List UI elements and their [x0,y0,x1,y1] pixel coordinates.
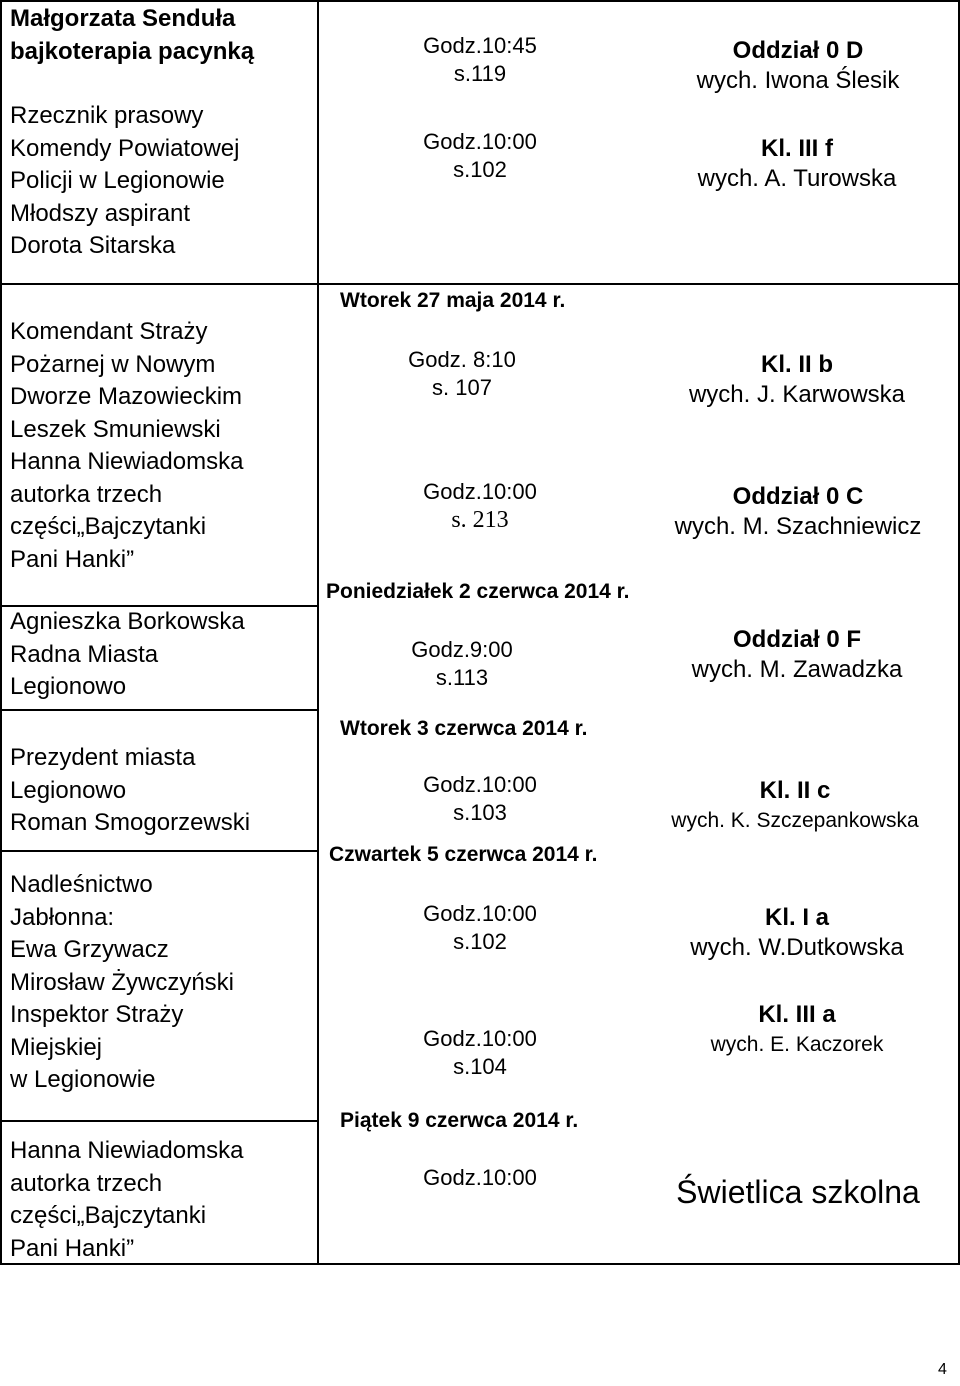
guest-line: Policji w Legionowie [10,167,225,194]
date-heading: Wtorek 27 maja 2014 r. [340,289,566,312]
guest-line: Prezydent miasta [10,744,196,771]
class-teacher: wych. M. Szachniewicz [674,513,922,540]
time-slot [390,478,570,534]
table-left-border [0,0,2,1265]
guest-line: Hanna Niewiadomska [10,1137,244,1164]
guest-line: Radna Miasta [10,640,159,668]
slot-time: Godz.10:45 [423,33,537,58]
page-number: 4 [938,1361,947,1378]
class-entry [667,625,927,685]
guest-line: Ewa Grzywacz [10,936,169,963]
class-teacher: wych. A. Turowska [697,165,897,192]
time-slot [390,1025,570,1081]
guest-line: Dorota Sitarska [10,232,176,259]
guest-line: Leszek Smuniewski [10,415,221,443]
class-entry [640,776,950,836]
guest-entry [10,446,243,576]
guest-line: Nadleśnictwo [10,871,153,898]
slot-room: s.102 [453,929,507,954]
slot-time: Godz.10:00 [423,772,537,797]
date-heading: Czwartek 5 czerwca 2014 r. [329,843,598,866]
guest-entry [10,606,245,704]
class-name: Kl. II b [761,351,833,378]
guest-line: autorka trzech [10,1169,163,1197]
guest-line: w Legionowie [10,1066,156,1093]
guest-line: Komendy Powiatowej [10,134,240,162]
class-entry [667,903,927,963]
row-divider [0,1120,319,1122]
guest-line: Hanna Niewiadomska [10,448,244,475]
class-name: Świetlica szkolna [676,1174,920,1210]
row-divider [0,850,319,852]
guest-line: Pożarnej w Nowym [10,350,216,378]
class-teacher: wych. M. Zawadzka [691,656,903,683]
row-divider [0,283,960,285]
guest-entry [10,1135,243,1265]
time-slot [390,900,570,956]
class-name: Oddział 0 F [732,626,861,653]
slot-room: s.113 [435,665,489,690]
class-name: Kl. III f [761,135,833,162]
class-name: Oddział 0 C [732,483,864,510]
time-slot [390,771,570,827]
guest-line: Małgorzata Senduła [10,5,236,32]
class-entry [668,36,928,96]
class-entry [640,1172,956,1212]
slot-room: s.103 [453,800,507,825]
guest-line: Agnieszka Borkowska [10,608,245,635]
slot-time: Godz. 8:10 [408,347,516,372]
guest-line: autorka trzech [10,480,163,508]
guest-line: Legionowo [10,673,127,700]
slot-time: Godz.9:00 [411,637,513,662]
slot-room: s.104 [453,1054,507,1079]
class-name: Oddział 0 D [732,37,864,64]
date-heading: Wtorek 3 czerwca 2014 r. [340,717,588,740]
row-divider [0,709,319,711]
guest-line: Legionowo [10,776,127,804]
class-entry [667,350,927,410]
class-entry [648,482,948,542]
slot-room: s.102 [453,157,507,182]
date-heading: Piątek 9 czerwca 2014 r. [340,1109,579,1132]
date-heading: Poniedziałek 2 czerwca 2014 r. [326,580,630,603]
class-name: Kl. III a [758,1001,836,1028]
time-slot [390,32,570,88]
class-entry [667,134,927,194]
class-teacher: wych. J. Karwowska [688,381,906,408]
guest-entry [10,3,254,68]
class-teacher: wych. E. Kaczorek [710,1033,884,1056]
guest-entry [10,316,242,446]
time-slot [390,1164,570,1192]
guest-entry [10,869,234,999]
table-top-border [0,0,960,2]
guest-line: Rzecznik prasowy [10,102,204,129]
guest-line: Mirosław Żywczyński [10,968,235,996]
class-teacher: wych. K. Szczepankowska [671,809,919,832]
slot-room: s.119 [453,61,507,86]
column-divider [317,0,319,1265]
class-entry [667,1000,927,1060]
guest-line: bajkoterapia pacynką [10,37,255,65]
guest-line: Pani Hanki” [10,545,135,573]
guest-line: Komendant Straży [10,318,208,345]
guest-line: Młodszy aspirant [10,199,191,227]
guest-line: części„Bajczytanki [10,513,207,540]
slot-time: Godz.10:00 [423,1026,537,1051]
time-slot [372,636,552,692]
guest-line: Roman Smogorzewski [10,809,251,836]
slot-time: Godz.10:00 [423,901,537,926]
guest-line: części„Bajczytanki [10,1202,207,1229]
slot-room: s. 213 [451,507,509,533]
guest-line: Jabłonna: [10,903,115,931]
class-name: Kl. I a [764,904,830,931]
class-teacher: wych. W.Dutkowska [690,934,904,961]
slot-time: Godz.10:00 [423,1165,537,1190]
guest-line: Dworze Mazowieckim [10,383,243,410]
guest-line: Pani Hanki” [10,1234,135,1262]
class-teacher: wych. Iwona Ślesik [696,67,900,94]
slot-room: s. 107 [432,375,492,400]
guest-entry [10,100,239,263]
guest-entry [10,742,250,840]
slot-time: Godz.10:00 [423,479,537,504]
guest-line: Miejskiej [10,1033,103,1061]
class-name: Kl. II c [759,777,831,804]
time-slot [390,128,570,184]
guest-line: Inspektor Straży [10,1001,184,1028]
guest-entry [10,999,183,1097]
slot-time: Godz.10:00 [423,129,537,154]
time-slot [372,346,552,402]
